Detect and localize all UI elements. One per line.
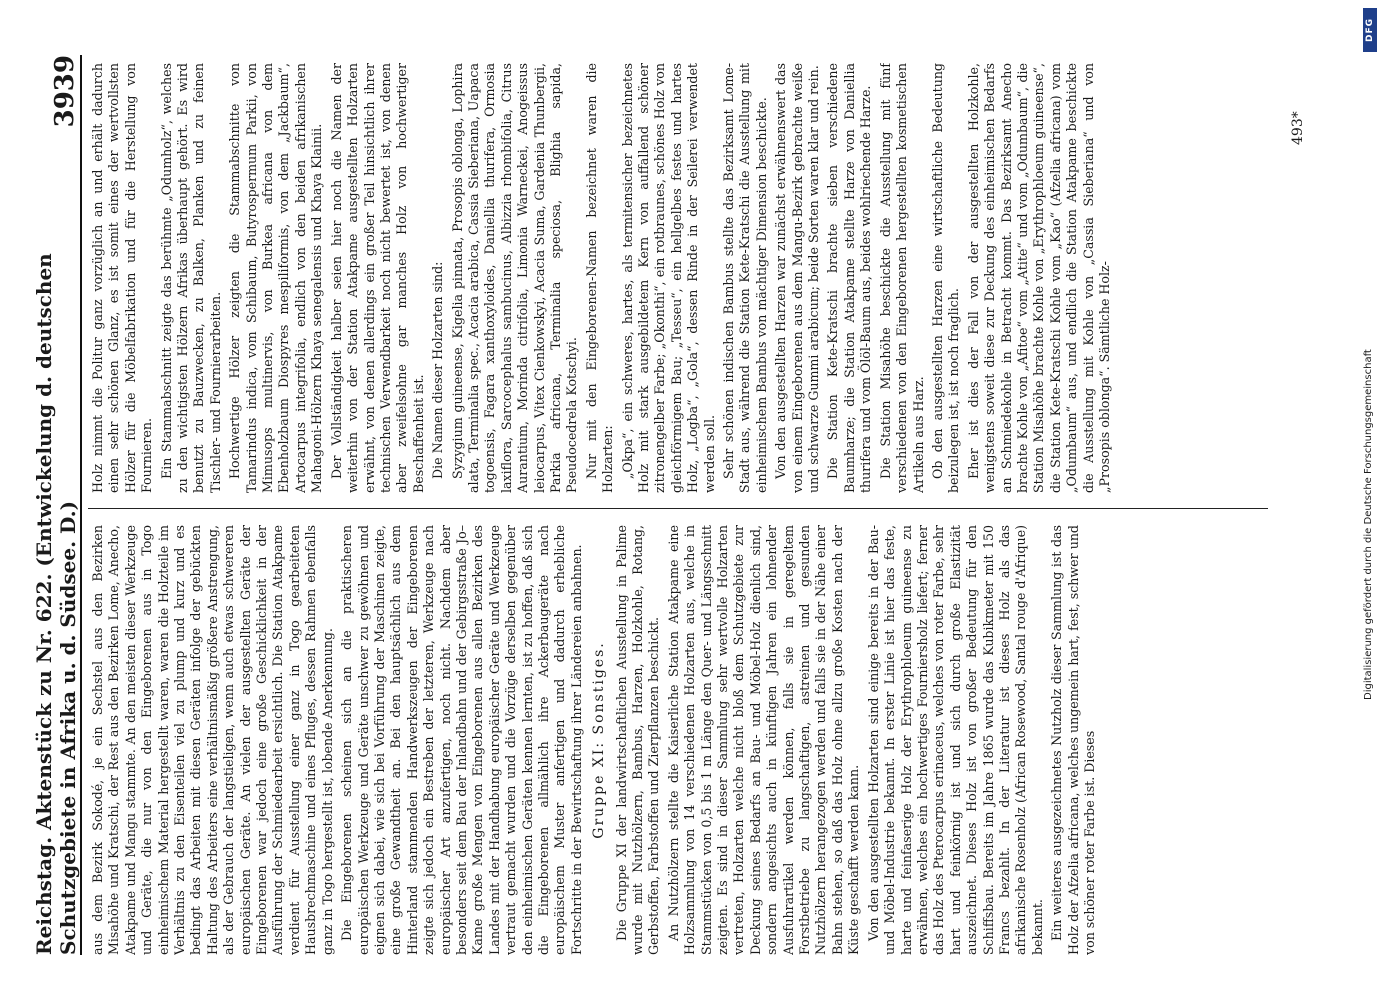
paragraph: Ein Stammabschnitt zeigte das berühmte „Odumholz“, welches zu den wichtigsten Hölzern Afrikas überhaupt gehört. Es wird benutzt zu Bauzwecken, zu Balken, Planken und zu feinen Tischler- und Fournierarbeiten. <box>158 63 223 493</box>
header-title: Reichstag. Aktenstück zu Nr. 622. (Entwickelung d. deutschen Schutzgebiete in Afrika u. d. Südsee. D.) <box>32 253 80 955</box>
paragraph: Die Gruppe XI der landwirtschaftlichen Ausstellung in Palime wurde mit Nutzhölzern, Bambus, Harzen, Holzkohle, Rotang, Gerbstoffen, Farbstoffen und Zierpflanzen beschickt. <box>613 525 662 955</box>
paragraph: Die Station Kete-Kratschi brachte sieben verschiedene Baumharze; die Station Atakpame stellte Harze von Daniellia thurifera und vom Ölöl-Baum aus, beides wohlriechende Harze. <box>825 63 874 493</box>
left-column <box>90 525 1270 955</box>
page-reference: 493* <box>1290 111 1306 145</box>
paragraph: Die Eingeborenen scheinen sich an die praktischeren europäischen Werkzeuge und Geräte unschwer zu gewöhnen und eignen sich dabei, wie sich bei Vorführung der Maschinen zeigte, eine große Gewandtheit an. Bei den hauptsächlich aus dem Hinterland stammenden Handwerkszeugen der Eingeborenen zeigte sich jedoch ein Bestreben der letzteren, Werkzeuge nach europäischer Art anzufertigen, noch nicht. Nachdem aber besonders seit dem Bau der Inlandbahn und der Gebirgsstraße Jo–Kame große Mengen von Eingeborenen aus allen Bezirken des Landes mit der Handhabung europäischer Geräte und Werkzeuge vertraut gemacht wurden und die Vorzüge derselben gegenüber den einheimischen Geräten kennen lernten, ist zu hoffen, daß sich die Eingeborenen allmählich ihre Ackerbaugeräte nach europäischem Muster anfertigen und dadurch erhebliche Fortschritte in der Bewirtschaftung ihrer Ländereien anbahnen. <box>339 525 584 955</box>
document-page <box>32 55 1340 955</box>
paragraph: Nur mit den Eingeborenen-Namen bezeichnet waren die Holzarten: <box>583 63 616 493</box>
paragraph: Von den ausgestellten Holzarten sind einige bereits in der Bau- und Möbel-Industrie bekannt. In erster Linie ist hier das feste, harte und feinfaserige Holz der Erythrophloeum guineense zu erwähnen, welches ein hochwertiges Fourniersholz liefert; ferner das Holz des Pterocarpus erinaceus, welches von roter Farbe, sehr hart und feinkörnig ist und sich durch große Elastizität auszeichnet. Dieses Holz ist von großer Bedeutung für den Schiffsbau. Bereits im Jahre 1865 wurde das Kubikmeter mit 150 Francs bezahlt. In der Literatur ist dieses Holz als das afrikanische Rosenholz (African Rosewood, Santal rouge d'Afrique) bekannt. <box>865 525 1045 955</box>
paragraph: Syzygium guineense, Kigelia pinnata, Prosopis oblonga, Lophira alata, Terminalia spec., Acacia arabica, Cassia Sieberiana, Uapaca togoensis, Fagara xanthoxyloides, Daniellia thurifera, Ormosia laxiflora, Sarcocephalus sambucinus, Albizzia rhombifolia, Citrus Aurantium, Morinda citrifolia, Limonia Warneckei, Anogeissus leiocarpus, Vitex Cienkowskyi, Acacia Suma, Gardenia Thunbergii, Parkia africana, Terminalia speciosa, Blighia sapida, Pseudocedrela Kotschyi. <box>449 63 580 493</box>
paragraph: Von den ausgestellten Harzen war zunächst erwähnenswert das von einem Eingeborenen aus dem Mangu-Bezirk gebrachte weiße und schwarze Gummi arabicum; beide Sorten waren klar und rein. <box>773 63 822 493</box>
paragraph: Ob den ausgestellten Harzen eine wirtschaftliche Bedeutung beizulegen ist, ist noch fraglich. <box>929 63 962 493</box>
paragraph: An Nutzhölzern stellte die Kaiserliche Station Atakpame eine Holzsammlung von 14 verschiedenen Holzarten aus, welche in Stammstücken von 0,5 bis 1 m Länge den Quer- und Längsschnitt zeigten. Es sind in dieser Sammlung sehr wertvolle Holzarten vertreten, Holzarten welche nicht bloß dem Schutzgebiete zur Deckung seines Bedarfs an Bau- und Möbel-Holz dienlich sind, sondern angesichts auch in künftigen Jahren ein lohnender Ausfuhrartikel werden können, falls sie in geregeltem Forstbetriebe zu langschaftigen, astreinen und gesunden Nutzhölzern herangezogen werden und falls sie in der Nähe einer Bahn stehen, so daß das Holz ohne allzu große Kosten nach der Küste geschafft werden kann. <box>665 525 862 955</box>
paragraph: Eher ist dies der Fall von der ausgestellten Holzkohle, wenigstens soweit diese zur Deckung des einheimischen Bedarfs an Schmiedekohle in Betracht kommt. Das Bezirksamt Anecho brachte Kohle von „Afitoe“ vom „Atite“ und vom „Odumbaum“, die Station Misahöhe brachte Kohle von „Erythrophloeum guineense“, die Station Kete-Kratschi Kohle vom „Kao“ (Afzelia africana) vom „Odumbaum“ aus, und endlich die Station Atakpame beschickte die Ausstellung mit Kohle von „Cassia Sieberiana“ und von „Prosopis oblonga“. Sämtliche Holz- <box>965 63 1112 493</box>
section-heading: Gruppe XI: Sonstiges. <box>591 641 608 839</box>
paragraph: Die Namen dieser Holzarten sind: <box>430 261 446 479</box>
paragraph: Der Vollständigkeit halber seien hier noch die Namen der weiterhin von der Station Atakpame ausgestellten Holzarten erwähnt, von denen allerdings ein großer Teil hinsichtlich ihrer technischen Verwendbarkeit noch nicht bewertet ist, von denen aber zweifelsohne gar manches Holz von hochwertiger Beschaffenheit ist. <box>328 63 426 493</box>
paragraph: Die Station Misahöhe beschickte die Ausstellung mit fünf verschiedenen von den Eingeborenen hergestellten kosmetischen Artikeln aus Harz. <box>877 63 926 493</box>
page-header <box>32 55 82 955</box>
paragraph: Holz nimmt die Politur ganz vorzüglich an und erhält dadurch einen sehr schönen Glanz, es ist somit eines der wertvollsten Hölzer für die Möbelfabrikation und für die Herstellung von Fournieren. <box>90 63 155 493</box>
page-number: 3939 <box>50 55 80 128</box>
paragraph: aus dem Bezirk Sokodé, je ein Sechstel aus den Bezirken Misahöhe und Kratschi, der Rest aus den Bezirken Lome, Anecho, Atakpame und Mangu stammte. An den meisten dieser Werkzeuge und Geräte, die nur von den Eingeborenen aus in Togo einheimischem Material hergestellt waren, waren die Holzteile im Verhältnis zu den Eisenteilen viel zu plump und kurz und es bedingt das Arbeiten mit diesen Geräten infolge der gebückten Haltung des Arbeiters eine verhältnismäßig größere Anstrengung, als der Gebrauch der langstieligen, wenn auch etwas schwereren europäischen Geräte. An vielen der ausgestellten Geräte der Eingeborenen war jedoch eine große Geschicklichkeit in der Ausführung der Schmiedearbeit ersichtlich. Die Station Atakpame verdient für Ausstellung einer ganz in Togo gearbeiteten Hausbrechmaschine und eines Pfluges, dessen Rahmen ebenfalls ganz in Togo hergestellt ist, lobende Anerkennung. <box>90 525 335 955</box>
logo-text: DFG <box>1365 17 1376 43</box>
paragraph: Sehr schönen indischen Bambus stellte das Bezirksamt Lome-Stadt aus, während die Station Kete-Kratschi die Ausstellung mit einheimischem Bambus von mächtiger Dimension beschickte. <box>721 63 769 493</box>
right-column <box>90 63 1270 493</box>
paragraph: „Okpa“, ein schweres, hartes, als termitensicher bezeichnetes Holz mit stark ausgebildetem Kern von auffallend schöner zitronengelber Farbe; „Okonthi“, ein rotbraunes, schönes Holz von gleichförmigem Bau; „Tesseu“, ein hellgelbes festes und hartes Holz, „Logba“, „Gola“, dessen Rinde in der Seilerei verwendet werden soll. <box>619 63 717 493</box>
column-divider <box>88 508 1268 509</box>
digitization-note <box>1357 10 1381 990</box>
paragraph: Ein weiteres ausgezeichnetes Nutzholz dieser Sammlung ist das Holz der Afzelia africana, welches ungemein hart, fest, schwer und von schöner roter Farbe ist. Dieses <box>1049 525 1097 955</box>
digitization-note-text: Digitalisierung gefördert durch die Deutsche Forschungsgemeinschaft <box>1363 349 1374 700</box>
paragraph: Hochwertige Hölzer zeigten die Stammabschnitte von Tamarindus indica, vom Schibaum, Butyrospermum Parkii, von Mimusops multinervis, von Burkea africana von dem Ebenholzbaum Diospyres mespiliformis, von dem „Jackbaum“, Artocarpus integrifolia, endlich von den beiden afrikanischen Mahagoni-Hölzern Khaya senegalensis und Khaya Klainii. <box>227 63 325 493</box>
